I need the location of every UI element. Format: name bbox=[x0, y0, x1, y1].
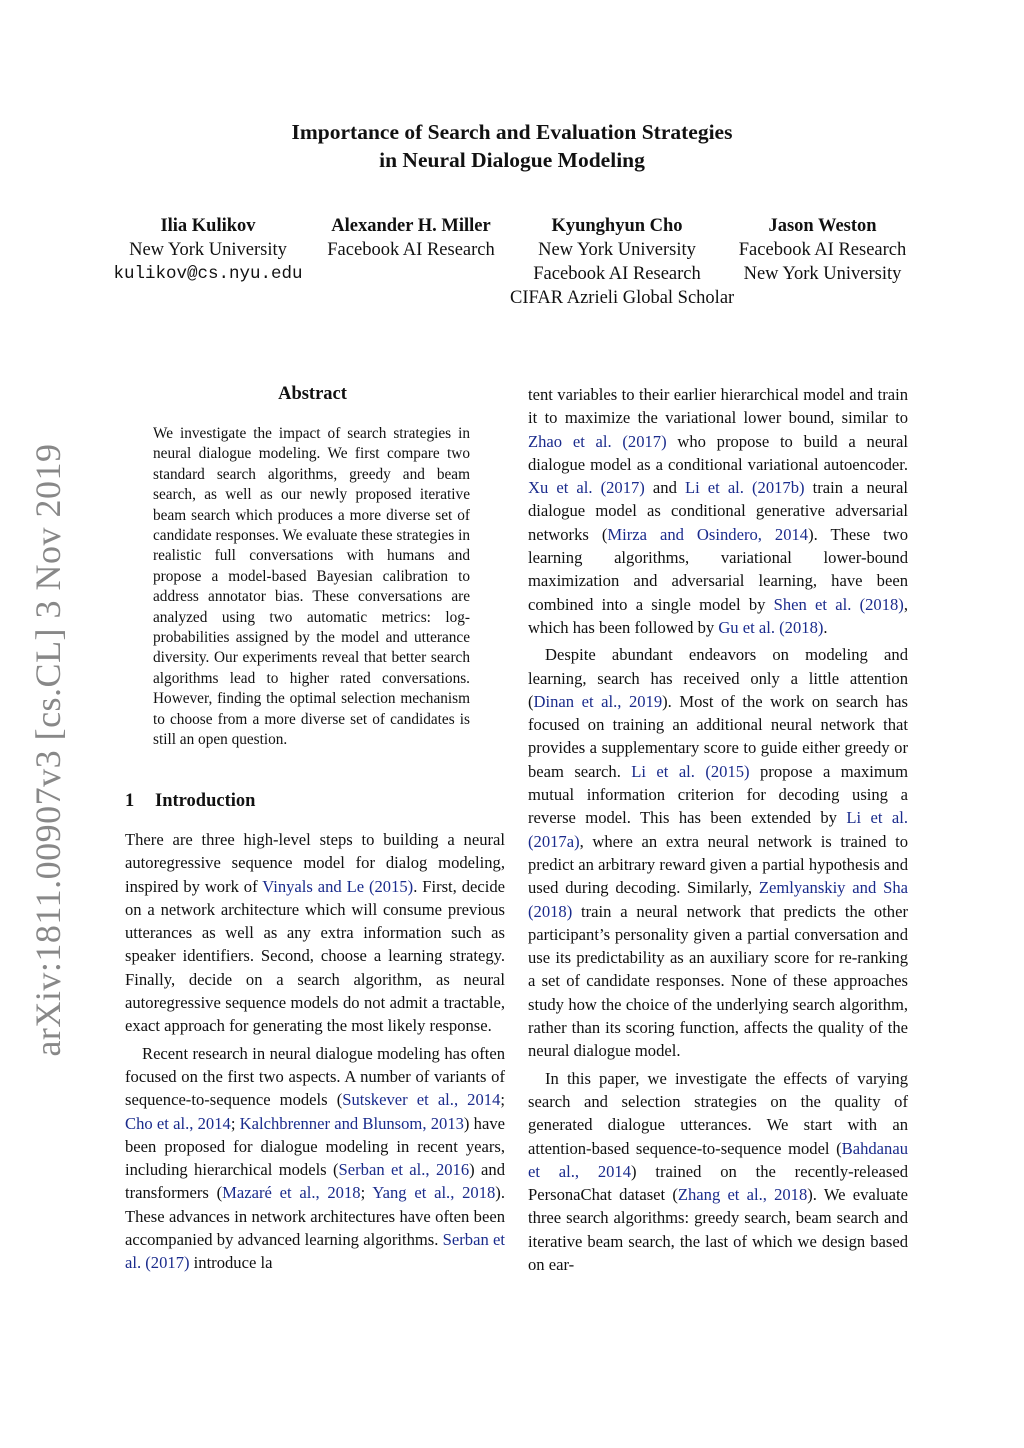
author-block bbox=[510, 214, 735, 310]
body-column-left bbox=[125, 828, 505, 1275]
paragraph: There are three high-level steps to building a neural autoregressive sequence model for dialog modeling, inspired by work of Vinyals and Le (2015). First, decide on a network architecture which will consume previous utterances as well as any extra information such as speaker identifiers. Second, choose a learning strategy. Finally, decide on a search algorithm, as neural autoregressive sequence models do not admit a tractable, exact approach for generating the most likely response. bbox=[125, 830, 505, 1036]
citation-link[interactable]: Yang et al., 2018 bbox=[372, 1183, 496, 1203]
citation-link[interactable]: Zhao et al. (2017) bbox=[528, 431, 667, 451]
author-block bbox=[111, 214, 305, 286]
citation-link[interactable]: Mirza and Osindero, 2014 bbox=[607, 524, 809, 544]
arxiv-stamp: arXiv:1811.00907v3 [cs.CL] 3 Nov 2019 bbox=[28, 443, 68, 1057]
citation-link[interactable]: Zhang et al., 2018 bbox=[677, 1185, 808, 1205]
author-block bbox=[313, 214, 509, 262]
citation-link[interactable]: Sutskever et al., 2014 bbox=[342, 1090, 501, 1110]
author-name: Jason Weston bbox=[768, 216, 877, 236]
paragraph: In this paper, we investigate the effects of varying search and selection strategies on the quality of generated dialogue utterances. We start with an attention-based sequence-to-sequence model (Bahdanau et al., 2014) trained on the recently-released PersonaChat dataset (Zhang et al., 2018). We evaluate three search algorithms: greedy search, beam search and iterative beam search, the last of which we design based on ear- bbox=[528, 1068, 908, 1274]
section-title: Introduction bbox=[155, 791, 256, 811]
citation-link[interactable]: Cho et al., 2014 bbox=[125, 1113, 231, 1133]
author-block bbox=[725, 214, 920, 286]
citation-link[interactable]: Serban et al. (2017) bbox=[125, 1230, 506, 1273]
citation-link[interactable]: Zemlyanskiy and Sha (2018) bbox=[528, 878, 908, 921]
paper-title bbox=[0, 118, 1024, 174]
author-name: Kyunghyun Cho bbox=[551, 216, 683, 236]
author-affiliation: Facebook AI Research bbox=[327, 240, 495, 260]
section-number: 1 bbox=[125, 791, 135, 811]
title-line-1: Importance of Search and Evaluation Strategies bbox=[291, 120, 733, 144]
author-affiliation: Facebook AI Research bbox=[533, 264, 701, 284]
citation-link[interactable]: Mazaré et al., 2018 bbox=[222, 1183, 361, 1203]
citation-link[interactable]: Serban et al., 2016 bbox=[338, 1160, 470, 1180]
author-affiliation: New York University bbox=[129, 240, 287, 260]
paragraph: Recent research in neural dialogue modeling has often focused on the first two aspects. A number of variants of sequence-to-sequence models (Sutskever et al., 2014; Cho et al., 2014; Kalchbrenner and Blunsom, 2013) have been proposed for dialogue modeling in recent years, including hierarchical models (Serban et al., 2016) and transformers (Mazaré et al., 2018; Yang et al., 2018). These advances in network architectures have often been accompanied by advanced learning algorithms. Serban et al. (2017) introduce la bbox=[125, 1043, 506, 1273]
citation-link[interactable]: Vinyals and Le (2015) bbox=[262, 876, 414, 896]
citation-link[interactable]: Li et al. (2017a) bbox=[528, 808, 908, 851]
abstract-heading: Abstract bbox=[278, 384, 347, 404]
citation-link[interactable]: Dinan et al., 2019 bbox=[533, 691, 663, 711]
author-name: Alexander H. Miller bbox=[331, 216, 491, 236]
abstract-text: We investigate the impact of search strategies in neural dialogue modeling. We first compare two standard search algorithms, greedy and beam search, as well as our newly proposed iterative beam search which produces a more diverse set of candidate responses. We evaluate these strategies in realistic full conversations with humans and propose a model-based Bayesian calibration to address annotator bias. These conversations are analyzed using two automatic metrics: log-probabilities assigned by the model and utterance diversity. Our experiments reveal that better search algorithms lead to higher rated conversations. However, finding the optimal selection mechanism to choose from a more diverse set of candidates is still an open question. bbox=[153, 425, 470, 749]
paragraph: tent variables to their earlier hierarchical model and train it to maximize the variational lower bound, similar to Zhao et al. (2017) who propose to build a neural dialogue model as a conditional variational autoencoder. Xu et al. (2017) and Li et al. (2017b) train a neural dialogue model as conditional generative adversarial networks (Mirza and Osindero, 2014). These two learning algorithms, variational lower-bound maximization and adversarial learning, have been combined into a single model by Shen et al. (2018), which has been followed by Gu et al. (2018). bbox=[528, 385, 908, 637]
citation-link[interactable]: Li et al. (2017b) bbox=[684, 478, 805, 498]
citation-link[interactable]: Li et al. (2015) bbox=[631, 761, 750, 781]
author-email[interactable]: kulikov@cs.nyu.edu bbox=[113, 264, 303, 284]
author-affiliation: New York University bbox=[743, 264, 902, 284]
author-affiliation: CIFAR Azrieli Global Scholar bbox=[510, 288, 735, 308]
citation-link[interactable]: Kalchbrenner and Blunsom, 2013 bbox=[239, 1113, 464, 1133]
author-affiliation: Facebook AI Research bbox=[738, 240, 907, 260]
body-column-right bbox=[528, 383, 908, 1276]
paragraph: Despite abundant endeavors on modeling and learning, search has received only a little attention (Dinan et al., 2019). Most of the work on search has focused on training an additional neural network that provides a supplementary score to guide either greedy or beam search. Li et al. (2015) propose a maximum mutual information criterion for decoding using a reverse model. This has been extended by Li et al. (2017a), where an extra neural network is trained to predict an arbitrary reward given a partial hypothesis and used during decoding. Similarly, Zemlyanskiy and Sha (2018) train a neural network that predicts the other participant’s personality given a partial conversation and use its predictability as an auxiliary score for re-ranking a set of candidate responses. None of these approaches study how the choice of the underlying search algorithm, rather than its scoring function, affects the quality of the neural dialogue model. bbox=[528, 645, 909, 1061]
citation-link[interactable]: Xu et al. (2017) bbox=[528, 478, 645, 498]
author-name: Ilia Kulikov bbox=[160, 216, 256, 236]
citation-link[interactable]: Shen et al. (2018) bbox=[773, 594, 904, 614]
author-affiliation: New York University bbox=[538, 240, 696, 260]
citation-link[interactable]: Gu et al. (2018) bbox=[718, 617, 824, 637]
section-heading bbox=[125, 791, 255, 812]
citation-link[interactable]: Bahdanau et al., 2014 bbox=[528, 1138, 908, 1181]
title-line-2: in Neural Dialogue Modeling bbox=[379, 148, 645, 172]
